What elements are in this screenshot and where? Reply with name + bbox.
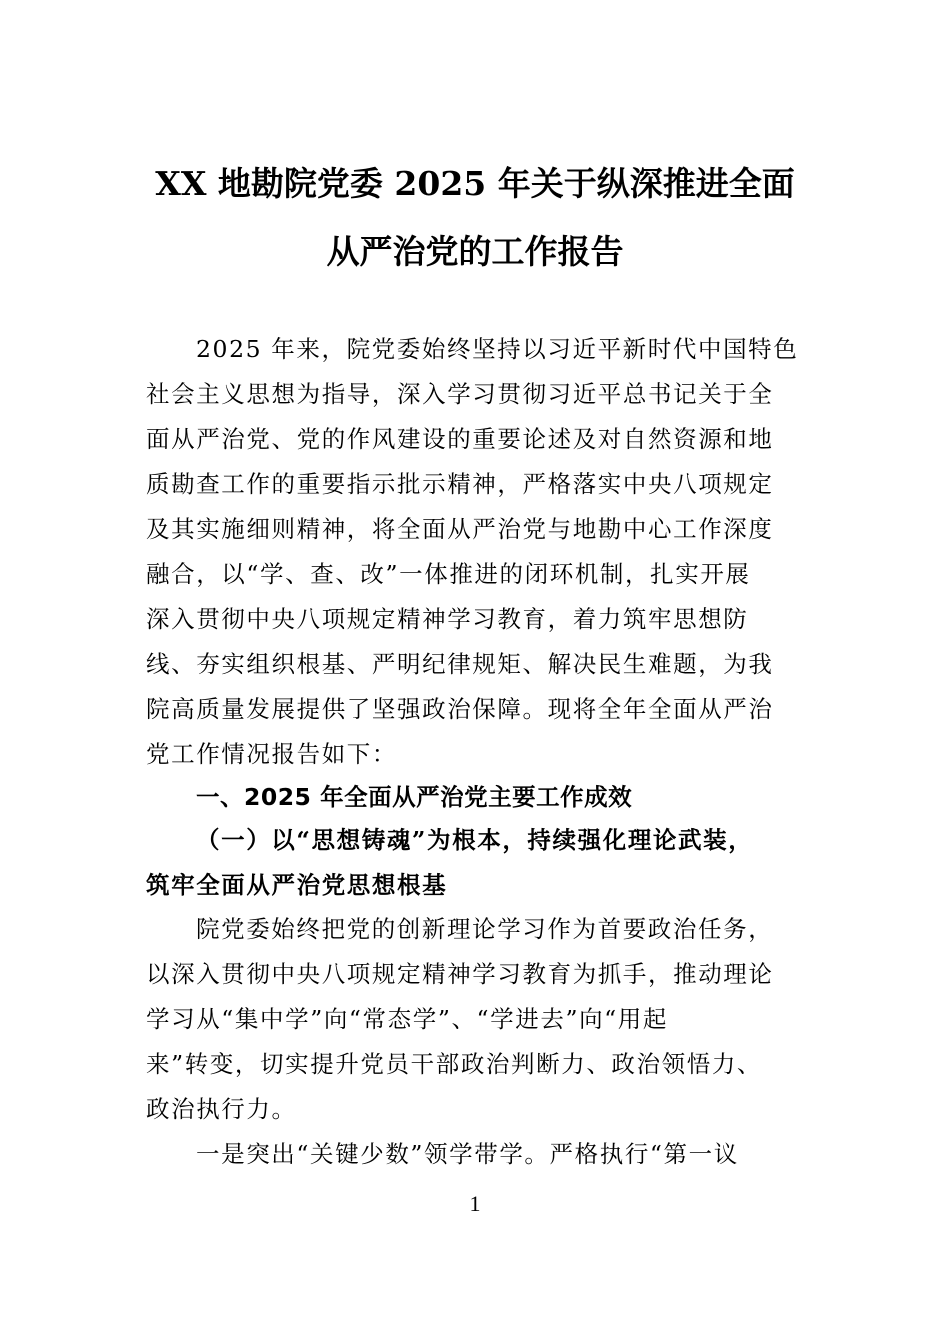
body-line-2: 社会主义思想为指导，深入学习贯彻习近平总书记关于全 xyxy=(146,380,774,408)
body-line-1: 2025 年来，院党委始终坚持以习近平新时代中国特色 xyxy=(196,335,799,363)
body-line-8: 线、夯实组织根基、严明纪律规矩、解决民生难题，为我 xyxy=(146,650,774,678)
document-title-line-2: 从严治党的工作报告 xyxy=(326,232,624,271)
subsection-heading-1-line-1: （一）以“思想铸魂”为根本，持续强化理论武装， xyxy=(196,826,754,854)
document-title-line-1: XX 地勘院党委 2025 年关于纵深推进全面 xyxy=(155,164,795,203)
body-line-6: 融合，以“学、查、改”一体推进的闭环机制，扎实开展 xyxy=(146,560,751,588)
body-line-10: 党工作情况报告如下： xyxy=(146,740,397,768)
body-line-12: 以深入贯彻中央八项规定精神学习教育为抓手，推动理论 xyxy=(146,960,774,988)
body-line-11: 院党委始终把党的创新理论学习作为首要政治任务， xyxy=(196,915,774,943)
body-line-16: 一是突出“关键少数”领学带学。严格执行“第一议 xyxy=(196,1140,739,1168)
body-line-7: 深入贯彻中央八项规定精神学习教育，着力筑牢思想防 xyxy=(146,605,749,633)
body-line-4: 质勘查工作的重要指示批示精神，严格落实中央八项规定 xyxy=(146,470,774,498)
body-line-9: 院高质量发展提供了坚强政治保障。现将全年全面从严治 xyxy=(146,695,774,723)
body-line-13: 学习从“集中学”向“常态学”、“学进去”向“用起 xyxy=(146,1005,668,1033)
subsection-heading-1-line-2: 筑牢全面从严治党思想根基 xyxy=(146,871,448,899)
body-line-14: 来”转变，切实提升党员干部政治判断力、政治领悟力、 xyxy=(146,1050,763,1078)
section-heading-1: 一、2025 年全面从严治党主要工作成效 xyxy=(196,783,633,811)
page-number: 1 xyxy=(469,1191,481,1216)
body-line-3: 面从严治党、党的作风建设的重要论述及对自然资源和地 xyxy=(146,425,774,453)
body-line-5: 及其实施细则精神，将全面从严治党与地勘中心工作深度 xyxy=(146,515,774,543)
body-line-15: 政治执行力。 xyxy=(146,1095,297,1123)
